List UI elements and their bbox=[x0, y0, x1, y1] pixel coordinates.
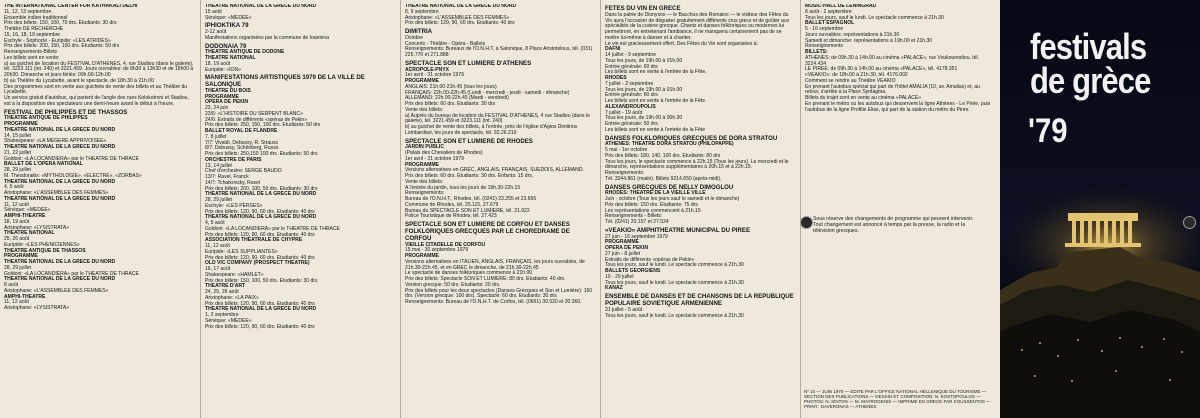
program-line: Tous les jours, sauf le lundi. Le spectacle commence à 21h.30 bbox=[805, 14, 944, 21]
program-line: FETES DU VIN EN GRECE bbox=[605, 5, 681, 12]
program-line: Tél. (0241) 20.157 et 27.524 bbox=[605, 219, 669, 226]
program-line: «VEAKIO»: de 18h.00 à 21h.30, tél. 4176.002 bbox=[805, 72, 908, 78]
program-line: Euripide: «LES SUPPLIANTES» bbox=[205, 248, 278, 255]
program-line: MUSIC-HALL DE LENINGRAD bbox=[805, 4, 877, 9]
program-line: 14/7: Tchaikovsky, Ravel bbox=[205, 179, 261, 186]
program-line: Octobre bbox=[405, 34, 423, 41]
program-line: Prix des billets: 120, 90, 60 drs. Etudiants: 40 drs bbox=[205, 300, 315, 307]
program-line: 24/6: Extraits de différents «opéras de Pekin» bbox=[205, 116, 308, 123]
program-line: Prix des billets: 120, 90, 60 drs. Etudiants: 40 drs bbox=[405, 20, 515, 27]
program-line: KANAZ bbox=[605, 285, 623, 292]
program-line: 8 août bbox=[4, 282, 19, 289]
program-line: THEATRE DU BOIS bbox=[205, 87, 251, 94]
program-line: THEATRE NATIONAL DE LA GRECE DU NORD bbox=[205, 191, 317, 198]
program-line: Prix des billets: 250, 150, 100 drs. Etudiants: 50 drs bbox=[205, 122, 321, 129]
program-line: LE PIREE: de 09h.30 à 14h.00 au cinéma «PALACE», tél. 4178.351 bbox=[805, 66, 958, 73]
program-line: Jours ouvrables: représentations à 21h.30 bbox=[805, 31, 900, 38]
program-line: Théâtre DE RECHERCHE bbox=[4, 26, 64, 32]
program-line: Entrée générale: 60 drs bbox=[605, 63, 658, 70]
program-line: Manifestations organisées par la commune de Ioannina bbox=[205, 34, 330, 41]
program-line: Aristophane: «L'ASSEMBLEE DES FEMMES» bbox=[4, 287, 109, 294]
program-line: DAFNI bbox=[605, 46, 621, 53]
program-line: Le vin est gracieusement offert. Des Fêtes du Vin sont organisées à: bbox=[605, 40, 758, 47]
program-line: THEATRE ANTIQUE DE THASSOS bbox=[4, 247, 86, 254]
program-line: 14, 15 juillet bbox=[4, 132, 31, 139]
program-line: a) Auprès du bureau de location du FESTIVAL D'ATHENES, 4 rue Stadiou (dans le galerie), tél. 3221.459 et 3223.111 (int. 240) bbox=[405, 112, 590, 125]
program-line: Tous les jours, sauf le lundi. Le spectacle commence à 21h.30 bbox=[605, 279, 744, 286]
program-line: 25, 26 août bbox=[4, 236, 30, 243]
program-line: Vente des billets: bbox=[405, 106, 444, 113]
program-line: IPHIOKTIKA 79 bbox=[205, 22, 249, 30]
program-line: 15, 16, 18, 19 septembre bbox=[4, 31, 61, 38]
program-line: THEATRE NATIONAL DE LA GRECE DU NORD bbox=[4, 126, 116, 133]
program-line: ASSOCIATION THEATRALE DE CHYPRE bbox=[205, 237, 303, 244]
program-line: Version grecque: 50 drs. Etudiants: 20 drs. bbox=[405, 281, 501, 288]
program-line: (Palais des Chevaliers de Rhodes) bbox=[405, 150, 483, 157]
program-line: Comment se rendre au Théâtre VEAKIO bbox=[805, 77, 896, 84]
program-line: THEATRE NATIONAL bbox=[4, 230, 55, 237]
program-line: PROGRAMME bbox=[405, 161, 439, 168]
program-line: Un service gratuit d'autobus, qui partent de l'angle des rues Kolokotroni et Stadiou, est à la disposition des spectateurs une demi-heure avant le début à l'heure. bbox=[4, 95, 189, 107]
program-line: Des programmes sont en vente aux guichets de vente des billets et au Théâtre du Lycabette. bbox=[4, 83, 188, 96]
program-line: Tous les jours, sauf le lundi. Le spectacle commence à 21h.30 bbox=[605, 312, 744, 319]
program-line: 16, 17 août bbox=[205, 266, 231, 273]
program-line: PROGRAMME bbox=[405, 78, 439, 85]
program-line: 4, 5 août bbox=[4, 184, 24, 191]
program-line: PROGRAMME bbox=[4, 121, 38, 128]
program-line: 7 juillet - 2 septembre bbox=[605, 80, 654, 87]
program-line: 7 juillet - 19 août bbox=[605, 109, 643, 116]
program-line: 13/7: Ravel, Franck bbox=[205, 174, 249, 181]
program-line: 23, 24 juin bbox=[205, 105, 229, 112]
program-line: 13, 14 juillet bbox=[205, 162, 232, 169]
publication-footnote: Nº 10 — JUIN 1979 — EDITE PAR L'OFFICE NATIONAL HELLENIQUE DU TOURISME — SECTION DES PUBLICATIONS — DESSIN ET COMPOSITION: N. KOSTOPOULOS — PHOTOS: N. SINTOS — M. MAYROGENIS — IMPRIME EN GRECE PAR KOUSSENTOS — PRINT.: DAVERONAS — ATHENES bbox=[804, 389, 991, 409]
program-line: FESTIVAL DE PHILIPPES ET DE THASSOS bbox=[4, 108, 128, 116]
fold-hole bbox=[1183, 216, 1196, 229]
program-line: FRANÇAIS: 22h.00-22h.45 (Lundi - mercredi - jeudi - samedi - dimanche) bbox=[405, 89, 570, 96]
program-line: Renseignements: Bureau de l'O.N.H.T. de Corfou, tél. (0661) 30.520 et 30.360. bbox=[405, 299, 582, 306]
program-line: Extraits de différents «opéras de Pekin» bbox=[605, 256, 695, 263]
program-line: OLD VIC COMPANY (PROSPECT THEATRE) bbox=[205, 260, 310, 267]
fold-line bbox=[800, 0, 801, 418]
program-line: ALEXANDROUPOLIS bbox=[605, 103, 656, 110]
program-line: 7, 8 juillet bbox=[205, 133, 227, 140]
program-line: PROGRAMME bbox=[605, 239, 639, 246]
program-line: Billets du trajet sont en vente au cinéma «PALACE» bbox=[805, 95, 922, 101]
program-line: THEATRE NATIONAL DE LA GRECE DU NORD bbox=[4, 144, 116, 151]
program-line: 11, 12 août bbox=[4, 201, 29, 208]
program-line: Samedi et dimanche: représentations à 19h.00 et 21h.30 bbox=[805, 37, 933, 44]
program-line: DIMITRIA bbox=[405, 28, 433, 35]
program-line: Prix des billets: 200, 100, 50 drs. Etudiants: 30 drs bbox=[205, 185, 318, 192]
program-line: Prix des billets: 120, 90, 60 drs. Etudiants: 40 drs bbox=[205, 231, 315, 238]
program-line: Bureau du SPECTACLE SON ET LUMIERE, tél. 21.922 bbox=[405, 207, 530, 214]
program-line: Concerts - Théâtre - Opéra - Ballets bbox=[405, 40, 486, 47]
program-line: 23/6: «L'HISTOIRE DU SERPENT BLANC» bbox=[205, 110, 303, 117]
program-line: 8 août - 2 septembre bbox=[805, 8, 852, 15]
program-line: THE INTERNATIONAL CENTER FOR KATHAKALI DELHI bbox=[4, 4, 138, 9]
program-line: 28, 29 juillet bbox=[4, 167, 31, 174]
program-line: Sénèque: «MEDEE» bbox=[205, 14, 252, 21]
program-line: Versions alternatives en ITALIEN, ANGLAIS, FRANÇAIS, les jours ouvrables, de 21h.30-22h.45, et en GREC le dimanche, de 21h.30-22h.45 bbox=[405, 258, 585, 271]
program-line: Prix des billets: Spectacle SON ET LUMIERE: 80 drs. Etudiants: 40 drs. bbox=[405, 276, 566, 283]
program-line: Prix des billets: 120, 90, 60 drs. Etudiants: 40 drs bbox=[205, 323, 315, 330]
program-line: RHODES: THEATRE DE LA VIEILLE VILLE bbox=[605, 190, 706, 197]
notice-text: Sous réserve des changements de programme qui peuvent intervenir. Tout changement est annoncé à temps par la presse, la radio et la télévision grecques. bbox=[813, 216, 974, 234]
program-line: Prix des billets: 150, 100, 50 drs. Etudiants: 30 drs bbox=[205, 277, 318, 284]
program-line: ATHENES: THEATRE DORA STRATOU (PHILOPAPPE) bbox=[605, 141, 734, 148]
program-line: Tous les jours, le spectacle commence à 22h.15 (Tous les jours). Le mercredi et le dimanche, représentations supplémentaires à 20h.15 et à 22h.15. bbox=[605, 158, 789, 171]
program-line: 14 juillet - 9 septembre bbox=[605, 52, 657, 59]
fold-line bbox=[600, 0, 601, 418]
program-column-2 bbox=[205, 4, 395, 414]
program-line: DANSES GRECQUES DE NELLY DIMOGLOU bbox=[605, 183, 734, 191]
program-line: THEATRE NATIONAL DE LA GRECE DU NORD bbox=[4, 259, 116, 266]
program-line: Prix des billets pour les deux spectacles (Danses Grecques et Son et Lumière): 160 drs. (Version grecque: 100 drs). Spectacle: 60 drs. Etudiants: 30 drs bbox=[405, 287, 593, 300]
program-line: 11, 12 août bbox=[205, 243, 230, 250]
program-line: 27 juin - 16 septembre 1979 bbox=[605, 233, 668, 240]
program-line: 10 - 29 juillet bbox=[605, 273, 634, 280]
program-line: Tél. 3244.861 (matin). Billets 9214.650 (après-midi). bbox=[605, 175, 722, 182]
program-line: Renseignements: bbox=[605, 170, 645, 177]
program-line: 7/7: Vivaldi, Debussy, R. Strauss bbox=[205, 139, 279, 146]
program-line: PROGRAMME bbox=[4, 253, 38, 260]
program-line: 1er avril - 31 octobre 1979 bbox=[405, 155, 464, 162]
program-line: Le spectacle de danses folkloriques commence à 21h.00 bbox=[405, 270, 533, 277]
program-line: Goldoni: «LA LOCANDIERA» par le THEATRE DE THRACE bbox=[205, 225, 340, 232]
program-line: OPERA DE PEKIN bbox=[205, 99, 248, 106]
program-line: Ensemble indien traditionnel bbox=[4, 14, 68, 21]
program-line: AMPHI-THEATRE bbox=[4, 213, 46, 220]
program-line: b) au Théâtre du Lycabette, avant le spectacle, de 18h.30 à 21h.00 bbox=[4, 77, 154, 84]
program-line: JARDIN PUBLIC bbox=[405, 144, 444, 151]
fold-hole bbox=[800, 216, 813, 229]
program-line: Prix des billets: 200, 150, 100 drs. Etudiants: 50 drs bbox=[4, 43, 120, 50]
program-line: Renseignements bbox=[805, 43, 843, 50]
program-line: RHODES bbox=[605, 75, 627, 82]
program-line: BALLETS GEORGIENS bbox=[605, 268, 661, 275]
program-line: THEATRE NATIONAL DE LA GRECE DU NORD bbox=[4, 276, 116, 283]
program-line: A l'entrée du jardin, tous les jours de 19h.30-22h.15 bbox=[405, 184, 521, 191]
program-line: Shakespeare: «HAMLET» bbox=[205, 271, 264, 278]
program-line: «VEAKIO» AMPHITHEATRE MUNICIPAL DU PIREE bbox=[605, 226, 751, 234]
program-line: DODONAIA 79 bbox=[205, 42, 247, 50]
program-line: ANGLAIS: 21h.00-21h.45 (tous les jours) bbox=[405, 83, 497, 90]
program-line: Aristophane: «LA PAIX» bbox=[205, 294, 259, 301]
program-line: Les billets sont en vente: bbox=[4, 54, 60, 61]
program-line: THEATRE D'ART bbox=[205, 283, 246, 290]
program-line: 1, 2 septembre bbox=[205, 312, 239, 319]
program-line: AMPHI-THEATRE bbox=[4, 293, 46, 300]
program-line: Prix des billets: 60 drs. Etudiants: 30 drs bbox=[405, 101, 496, 108]
program-line: ACROPOLE-PNYX bbox=[405, 66, 450, 73]
program-line: THEATRE NATIONAL DE LA GRECE DU NORD bbox=[205, 214, 317, 221]
program-line: BALLET DE L'OPERA NATIONAL bbox=[4, 161, 83, 168]
program-line: 28, 29 juillet bbox=[205, 197, 232, 204]
program-line: SPECTACLE SON ET LUMIERE DE RHODES bbox=[405, 137, 533, 145]
program-line: Sénèque: «MEDEE» bbox=[205, 317, 252, 324]
program-line: Dans la patrie de Dionysos — le Bacchus des Romains — le visiteur des Fêtes du Vin aura l'occasion de déguster gratuitement différents crus grecs et de goûter aux spécialités de la cuisine grecque. Chants et danses folkloriques ou modernes lui permettront, en entretenant l'ambiance, il ne manquera certainement pas de se mettre lui-même à danser et à chanter. bbox=[605, 11, 790, 41]
program-line: THEATRE NATIONAL bbox=[205, 55, 256, 62]
program-line: BALLET ROYAL DE FLANDRE bbox=[205, 128, 278, 135]
program-line: 4, 5 août bbox=[205, 220, 225, 227]
program-line: Prix des billets: 250,150 100 drs. Etudiants: 50 drs bbox=[205, 151, 318, 158]
program-line: ATHENES: de 09h.30 à 14h.00 au cinéma «PALACE», rue Voukourestiou, tél. 3224.434 bbox=[805, 54, 980, 67]
program-line: THEATRE NATIONAL DE LA GRECE DU NORD bbox=[205, 4, 317, 9]
program-line: Les représentations commencent à 21h.15 bbox=[605, 207, 701, 214]
program-line: BALLET ESPAGNOL bbox=[805, 20, 855, 27]
program-line: 11, 12, 13 septembre bbox=[4, 8, 52, 15]
program-line: Les billets sont en vente à l'entrée de la Fête bbox=[605, 126, 706, 133]
program-line: 15 mai - 30 septembre 1979 bbox=[405, 247, 469, 254]
program-line: ENSEMBLE DE DANSES ET DE CHANSONS DE LA REPUBLIQUE POPULAIRE SOVIETIQUE ARMENIENNE bbox=[605, 293, 794, 307]
program-line: Tous les jours, de 19h.00 à 00h.30 bbox=[605, 115, 683, 122]
program-line: 8/7: Debussy, Schönberg, Russo bbox=[205, 145, 279, 152]
program-line: Entrée générale: 50 drs bbox=[605, 121, 658, 128]
program-line: Eschyle: «LES PERSES» bbox=[205, 202, 263, 209]
program-line: Prix des billets: 120, 90, 60 drs. Etudiants: 40 drs bbox=[205, 208, 315, 215]
program-line: a) au guichet de location du FESTIVAL D'ATHENES, 4, rue Stadiou (dans le galerie), tél. 3223.111 (int. 240) et 3221.459. Jours ouvrables: de 8h30 à 13h30 et de 18h00 à 20h30. Dimanche et jours fériés: 09h.00-12h.00 bbox=[4, 60, 194, 78]
program-line: 31 juillet - 5 août bbox=[605, 306, 643, 313]
program-line: THEATRE ANTIQUE DE PHILIPPES bbox=[4, 115, 88, 122]
program-column-4 bbox=[605, 4, 795, 414]
program-line: PROGRAMME bbox=[405, 253, 439, 260]
program-line: 11, 12 août bbox=[4, 299, 29, 306]
program-line: OPERA DE PEKIN bbox=[605, 245, 648, 252]
program-column-5 bbox=[805, 4, 995, 209]
program-line: Prix des billets: 180, 140, 100 drs. Etudiants: 80 drs bbox=[605, 152, 721, 159]
program-line: Commune de Rhodes, tél. 25.115, 27.679 bbox=[405, 201, 499, 208]
program-line: 5 mai - 1er octobre bbox=[605, 147, 648, 154]
program-line: 18, 19 août bbox=[4, 218, 30, 225]
cover-panel bbox=[1000, 0, 1200, 418]
program-line: Aristophane: «LYSISTRATA» bbox=[4, 224, 70, 231]
program-line: M. Theodorakis: «MYTHOLOGIE», «ELECTRE», «ZORBAS» bbox=[4, 172, 142, 179]
program-line: Renseignements: bbox=[405, 190, 445, 197]
program-line: MANIFESTATIONS ARTISTIQUES 1979 DE LA VILLE DE SALONIQUE bbox=[205, 74, 365, 89]
cover-title-line-2: de grèce bbox=[1030, 60, 1151, 101]
program-line: Prix des billets: 150 drs. Etudiants: 75 drs bbox=[605, 201, 698, 208]
program-line: 21, 22 juillet bbox=[4, 149, 31, 156]
program-line: VIEILLE CITADELLE DE CORFOU bbox=[405, 241, 486, 248]
program-line: 1er avril - 31 octobre 1979 bbox=[405, 72, 464, 79]
cover-title bbox=[1030, 26, 1151, 101]
program-line: Les billets sont en vente à l'entrée de la Fête. bbox=[605, 69, 707, 76]
program-line: SPECTACLE SON ET LUMIERE D'ATHENES bbox=[405, 59, 532, 67]
program-line: 5 - 16 septembre bbox=[805, 26, 844, 32]
program-line: Goldoni: «LA LOCANDIERA» par le THEATRE DE THRACE bbox=[4, 155, 139, 162]
fold-line bbox=[200, 0, 201, 418]
program-line: THEATRE NATIONAL DE LA GRECE DU NORD bbox=[205, 306, 317, 313]
program-line: Entrée générale: 60 drs bbox=[605, 92, 658, 99]
program-line: PROGRAMME bbox=[205, 93, 239, 100]
fold-line bbox=[400, 0, 401, 418]
program-line: 2-12 août bbox=[205, 29, 227, 36]
program-line: Euripide: «LES PHENICIENNES» bbox=[4, 241, 80, 248]
program-line: Aristophane: «LYSISTRATA» bbox=[4, 305, 70, 312]
program-line: DANSES FOLKLORIQUES GRECQUES DE DORA STRATOU bbox=[605, 134, 778, 142]
program-line: Bureau de l'O.N.H.T., Rhodes, tél. (0241) 23.255 et 23.655 bbox=[405, 196, 537, 203]
cover-year: '79 bbox=[1028, 112, 1068, 150]
program-line: THEATRE ANTIQUE DE DODONE bbox=[205, 49, 285, 56]
program-line: Aristophane: «L'ASSEMBLEE DES FEMMES» bbox=[405, 14, 510, 21]
program-line: Aristophane: «L'ASSEMBLEE DES FEMMES» bbox=[4, 190, 109, 197]
program-line: Chef d'orchestre: SERGE BAUDO bbox=[205, 168, 282, 175]
program-line: En prenant le métro ou les autobus qui desservent la ligne Athènes - Le Pirée, puis l'autobus de la ligne Profitis Elias, qui part de la station du métro du Pirée. bbox=[805, 100, 991, 113]
program-line: Police Touristique de Rhodes, tél. 27.423 bbox=[405, 213, 497, 220]
program-line: En prenant l'autobus spécial qui part de l'hôtel AMALIA (10, av. Amalias) et, au retour, s'arrête à la Place Syntagma. bbox=[805, 83, 980, 96]
program-line: Tous les jours, de 19h.00 à 01h.00 bbox=[605, 57, 683, 64]
program-line: Prix des billets: 60 drs. Etudiants: 30 drs. Enfants: 15 drs. bbox=[405, 173, 534, 180]
program-line: BILLETS: bbox=[805, 49, 828, 55]
program-line: 15 août bbox=[205, 8, 222, 15]
program-column-1 bbox=[4, 4, 194, 414]
program-line: Tous les jours, de 19h.00 à 01h.00 bbox=[605, 86, 683, 93]
program-line: 27 juin - 8 juillet bbox=[605, 250, 641, 257]
program-line: Goldoni: «LA LOCANDIERA» par le THEATRE DE THRACE bbox=[4, 270, 139, 277]
program-line: ORCHESTRE DE PARIS bbox=[205, 156, 262, 163]
program-line: THEATRE NATIONAL DE LA GRECE DU NORD bbox=[4, 178, 116, 185]
program-column-3 bbox=[405, 4, 595, 414]
program-line: 18, 19 août bbox=[205, 60, 231, 67]
program-line: Sénèque: «MEDEE» bbox=[4, 207, 51, 214]
program-line: Renseignements: Bureaux de l'O.N.H.T. à Salonique, 8 Place Aristotelous, tél. (031) 225.770 et 271.888 bbox=[405, 46, 593, 59]
cover-title-line-1: festivals bbox=[1030, 26, 1147, 67]
program-line: THEATRE NATIONAL DE LA GRECE DU NORD bbox=[405, 4, 517, 9]
program-line: Prix des billets: 150, 100, 70 drs. Etudiants: 30 drs bbox=[4, 20, 117, 27]
program-line: SPECTACLE SON ET LUMIERE DE CORFOU ET DANSES FOLKLORIQUES GRECQUES PAR LE CHOREDRAME DE CORFOU bbox=[405, 221, 570, 242]
program-line: Les billets sont en vente à l'entrée de la Fête bbox=[605, 98, 706, 105]
program-line: ALLEMAND: 22h.00-22h.45 (Mardi - vendredi) bbox=[405, 95, 509, 102]
program-line: Prix des billets: 120, 90, 60 drs. Etudiants: 40 drs bbox=[205, 254, 315, 261]
program-line: Shakespeare: «LA MEGERE APPRIVOISEE» bbox=[4, 138, 107, 145]
program-line: Vente des billets: bbox=[405, 178, 444, 185]
program-line: Euripide: «ION» bbox=[205, 66, 241, 73]
program-line: Tous les jours, sauf le lundi. Le spectacle commence à 21h.30 bbox=[605, 262, 744, 269]
program-line: Renseignements - Billets: bbox=[605, 213, 663, 220]
program-line: Renseignements-Billets bbox=[4, 49, 58, 55]
program-line: 28, 29 juillet bbox=[4, 264, 31, 271]
program-line: Juin - octobre (Tous les jours sauf le samedi et le dimanche) bbox=[605, 196, 740, 203]
program-line: b) au guichet de vente des billets, à l'entrée, près de l'église d'Agios Dimitrios Lombardiari, les jours de spectacle, tél. 92.26.210 bbox=[405, 124, 578, 136]
program-line: 8, 9 septembre bbox=[405, 8, 439, 15]
program-line: THEATRE NATIONAL DE LA GRECE DU NORD bbox=[4, 195, 116, 202]
program-line: Versions alternatives en GREC, ANGLAIS, FRANÇAIS, SUEDOIS, ALLEMAND. bbox=[405, 167, 584, 174]
program-line: 24, 25, 26 août bbox=[205, 289, 239, 296]
program-line: Eschyle - Sophocle - Euripide: «LES ATRIDES» bbox=[4, 37, 111, 44]
